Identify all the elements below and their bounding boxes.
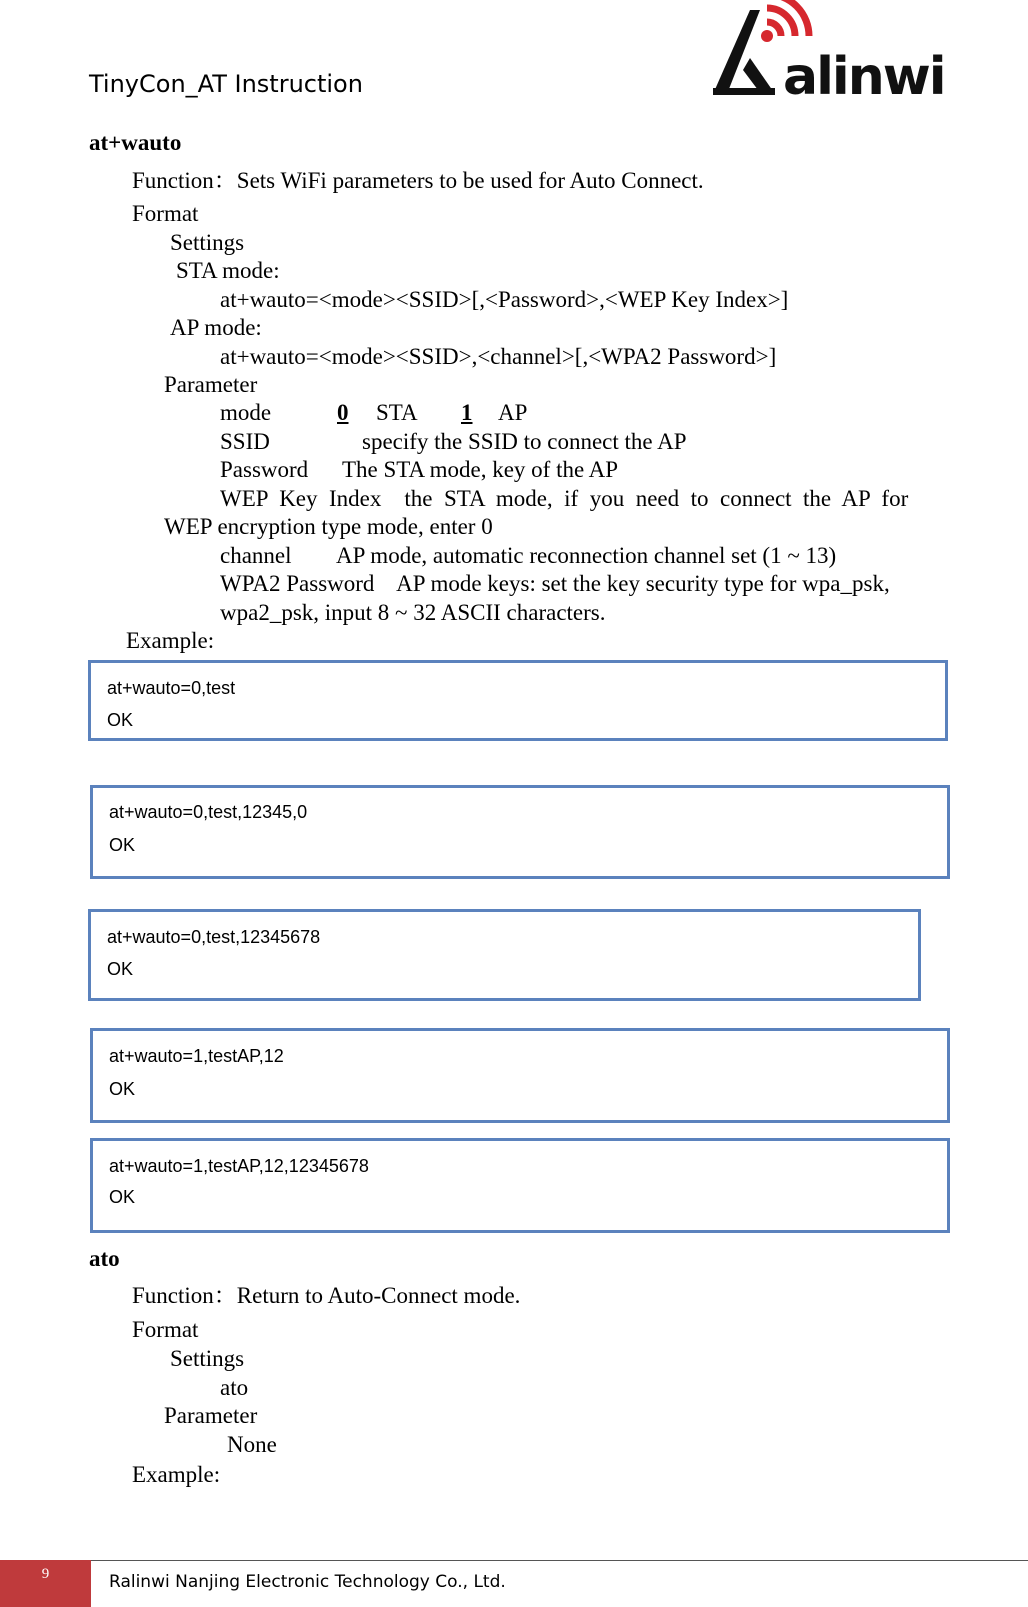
example-response: OK [107, 959, 134, 979]
wauto-settings-label: Settings [170, 230, 245, 255]
wauto-parameter-label: Parameter [164, 372, 258, 397]
example-command: at+wauto=1,testAP,12 [109, 1046, 284, 1066]
wauto-sta-mode-label: STA mode: [176, 258, 280, 283]
wauto-function: Function：Sets WiFi parameters to be used for Auto Connect. [132, 168, 704, 193]
footer-divider [91, 1560, 1028, 1561]
param-channel-name: channel [220, 543, 292, 568]
wauto-ap-mode-label: AP mode: [170, 315, 262, 340]
param-mode-value-1: 1 [461, 400, 473, 425]
section-heading-wauto: at+wauto [89, 130, 182, 155]
example-command: at+wauto=0,test,12345,0 [109, 802, 308, 822]
example-box [88, 909, 921, 1001]
wauto-sta-syntax: at+wauto=<mode><SSID>[,<Password>,<WEP Key Index>] [220, 287, 789, 312]
footer-page-number: 9 [41, 1566, 50, 1582]
param-channel-desc: AP mode, automatic reconnection channel set (1 ~ 13) [336, 543, 837, 568]
example-box [90, 1138, 950, 1233]
example-command: at+wauto=0,test,12345678 [107, 927, 321, 947]
example-box [90, 1028, 950, 1123]
document-header-title: TinyCon_AT Instruction [89, 70, 363, 98]
svg-text:alinwi: alinwi [783, 47, 945, 102]
wauto-format-label: Format [132, 201, 199, 226]
wauto-ap-syntax: at+wauto=<mode><SSID>,<channel>[,<WPA2 Password>] [220, 344, 777, 369]
param-mode-name: mode [220, 400, 272, 425]
ato-function: Function：Return to Auto-Connect mode. [132, 1283, 521, 1308]
param-ssid-desc: specify the SSID to connect the AP [362, 429, 687, 454]
example-response: OK [109, 835, 136, 855]
param-wpa2-line2: wpa2_psk, input 8 ~ 32 ASCII characters. [220, 600, 606, 625]
param-wep-line1: WEP Key Index the STA mode, if you need to connect the AP for [220, 486, 909, 511]
ralinwi-logo-icon [705, 0, 950, 102]
example-response: OK [107, 710, 134, 730]
param-mode-value-0: 0 [337, 400, 349, 425]
wauto-example-label: Example: [126, 628, 215, 653]
ato-example-label: Example: [132, 1462, 221, 1487]
param-wep-line2: WEP encryption type mode, enter 0 [164, 514, 493, 539]
example-box [88, 660, 948, 741]
ato-format-label: Format [132, 1317, 199, 1342]
param-mode-label-0: STA [376, 400, 418, 425]
footer-company-name: Ralinwi Nanjing Electronic Technology Co., Ltd. [109, 1572, 506, 1592]
ato-parameter-label: Parameter [164, 1403, 258, 1428]
example-response: OK [109, 1079, 136, 1099]
example-command: at+wauto=1,testAP,12,12345678 [109, 1156, 369, 1176]
example-response: OK [109, 1187, 136, 1207]
param-password-desc: The STA mode, key of the AP [342, 457, 619, 482]
ato-parameter-none: None [227, 1432, 277, 1457]
example-command: at+wauto=0,test [107, 678, 236, 698]
ato-settings-label: Settings [170, 1346, 245, 1371]
param-ssid-name: SSID [220, 429, 270, 454]
param-mode-label-1: AP [498, 400, 528, 425]
section-heading-ato: ato [89, 1246, 120, 1271]
example-box [90, 785, 950, 879]
param-wpa2-line1: WPA2 Password AP mode keys: set the key security type for wpa_psk, [220, 571, 890, 596]
param-password-name: Password [220, 457, 309, 482]
company-logo [705, 0, 950, 102]
ato-syntax: ato [220, 1375, 249, 1400]
